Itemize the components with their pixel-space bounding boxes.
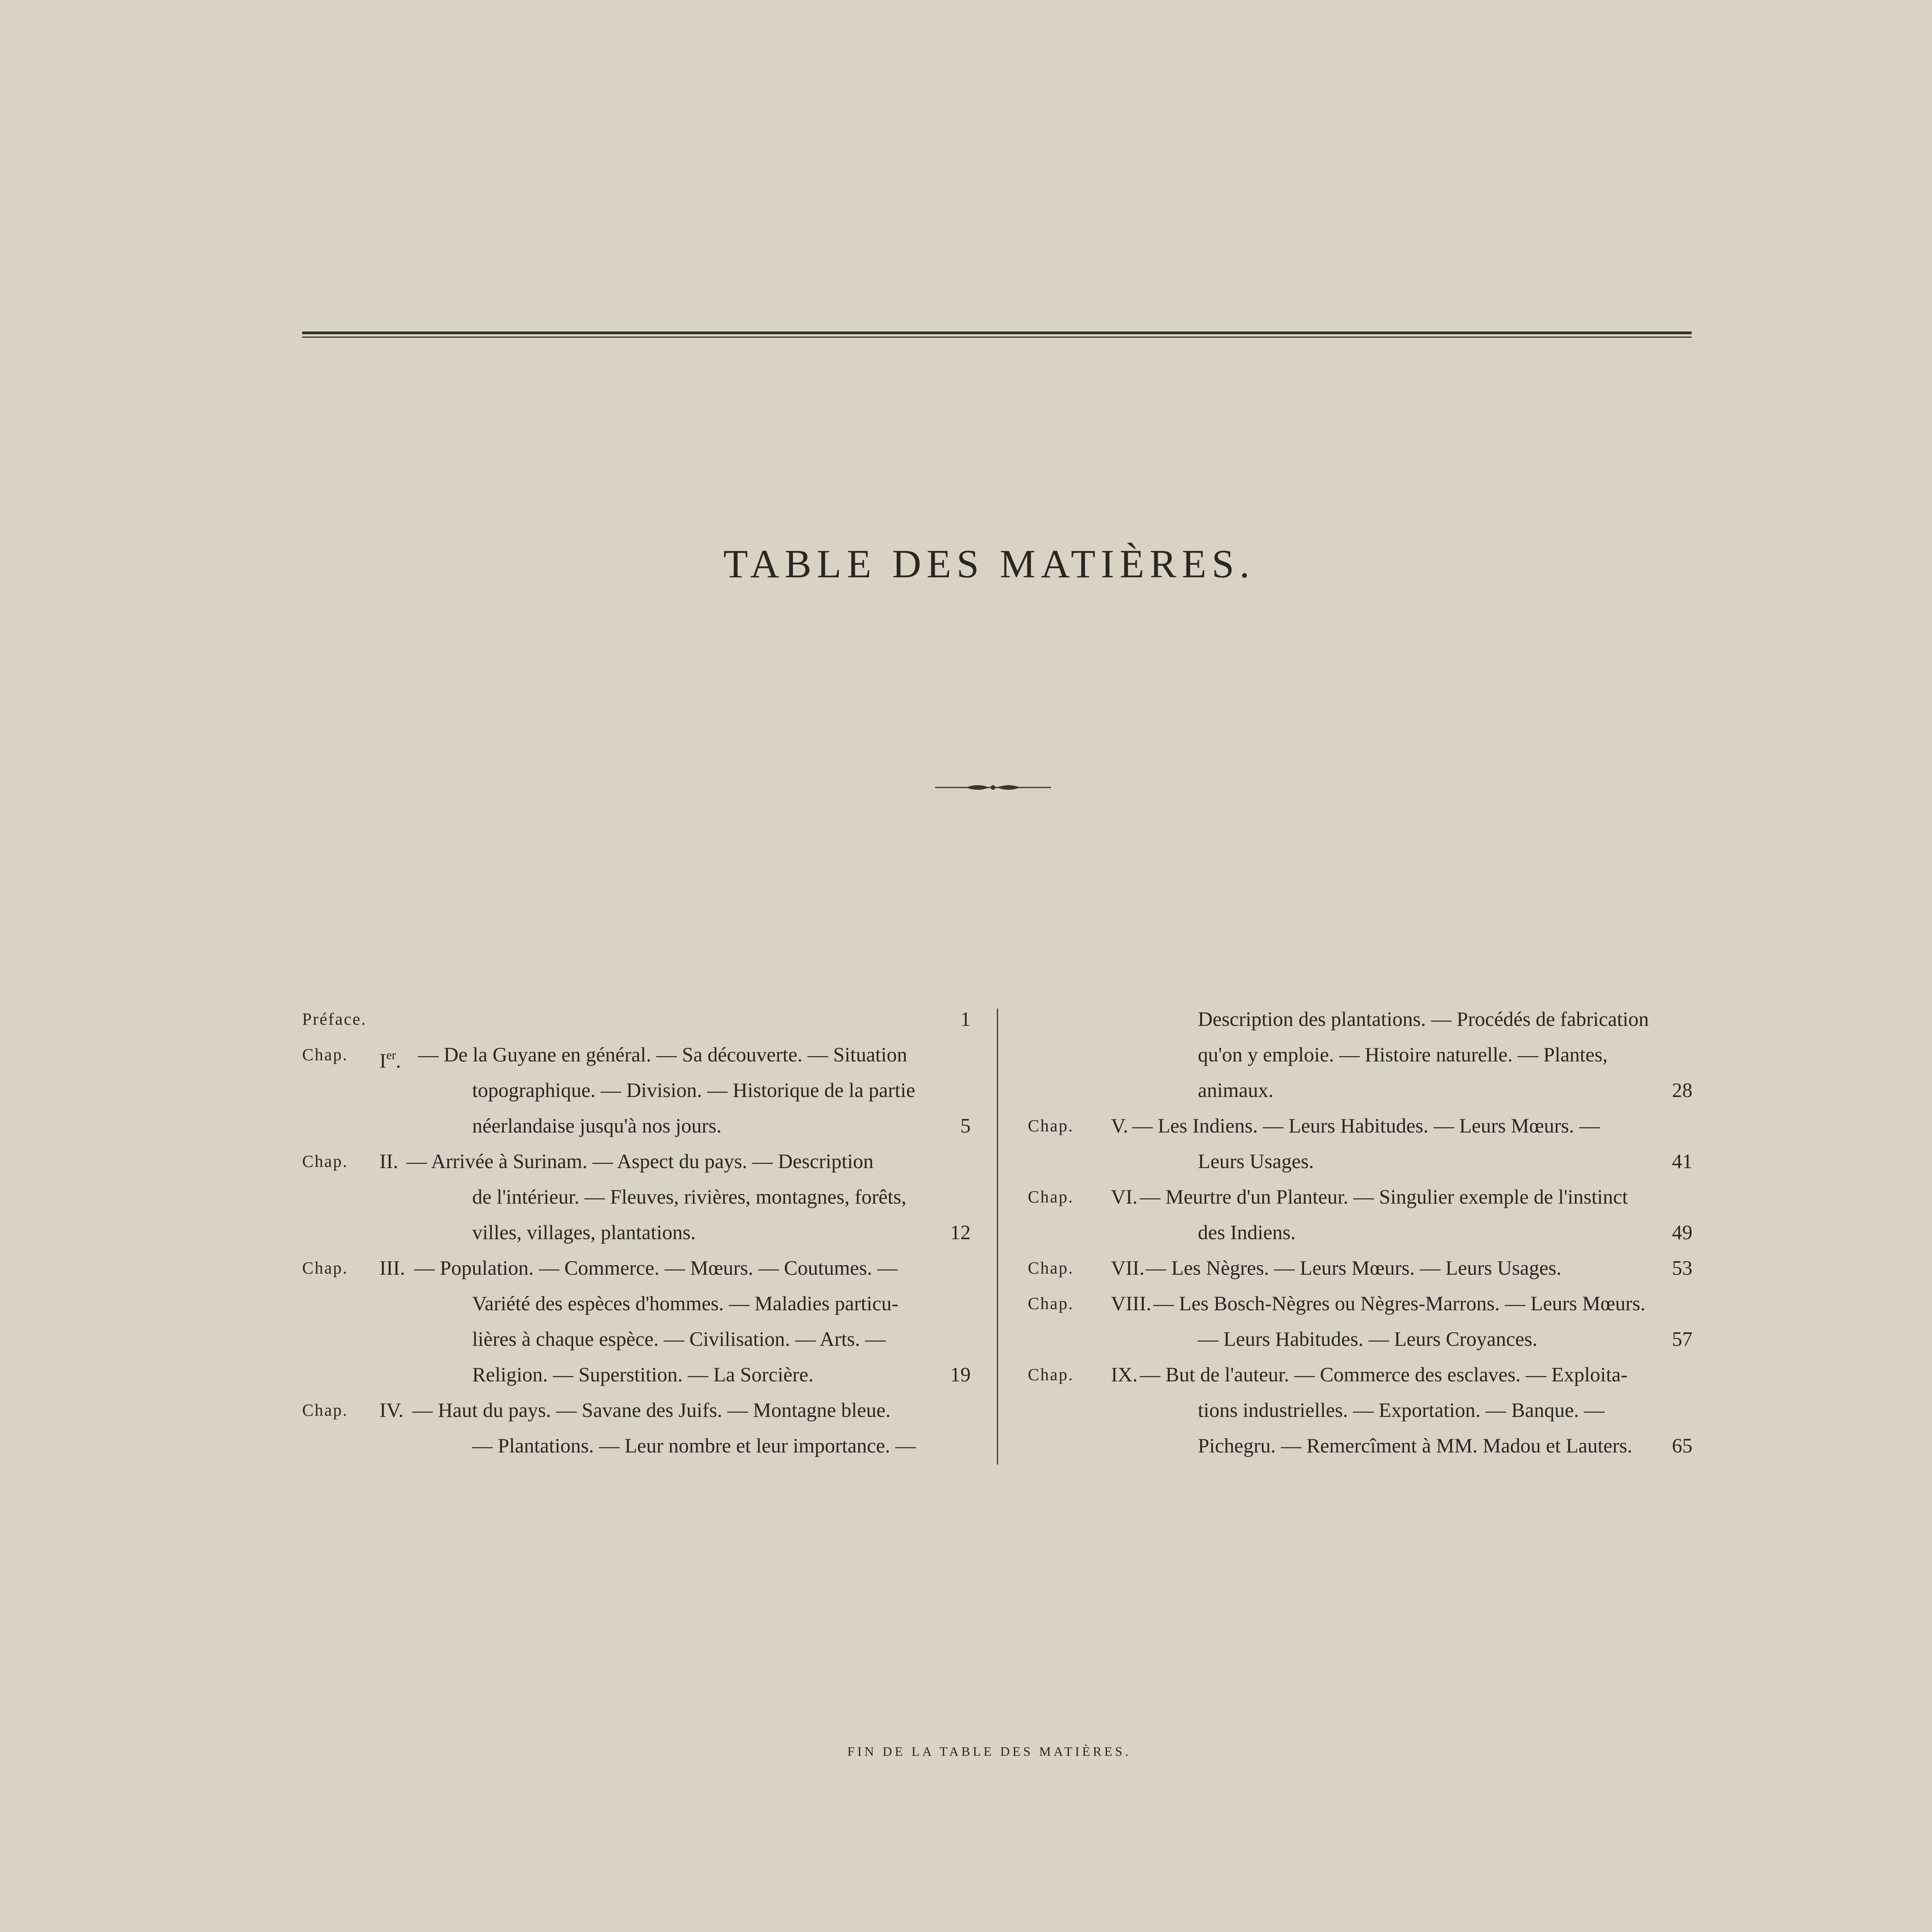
chapter-summary: villes, villages, plantations. bbox=[472, 1221, 696, 1244]
toc-line bbox=[1028, 1357, 1692, 1393]
chapter-summary: lières à chaque espèce. — Civilisation. — Arts. — bbox=[472, 1328, 886, 1350]
toc-line bbox=[1028, 1250, 1692, 1286]
chapter-label: Chap. bbox=[302, 1401, 348, 1420]
chapter-label: Chap. bbox=[302, 1259, 348, 1277]
toc-line bbox=[302, 1321, 971, 1357]
toc-line bbox=[302, 1428, 971, 1464]
chapter-number: V. bbox=[1111, 1115, 1128, 1137]
toc-left-column bbox=[302, 1002, 971, 1464]
toc-right-column bbox=[1028, 1002, 1692, 1464]
page-ref: 65 bbox=[1672, 1435, 1692, 1457]
toc-line bbox=[1028, 1286, 1692, 1321]
page-title: TABLE DES MATIÈRES. bbox=[723, 542, 1255, 586]
chapter-summary: des Indiens. bbox=[1198, 1221, 1296, 1244]
chapter-number: IV. bbox=[379, 1399, 404, 1422]
chapter-number: VII. bbox=[1111, 1257, 1145, 1279]
toc-line bbox=[302, 1037, 971, 1073]
chapter-label: Préface. bbox=[302, 1010, 367, 1029]
chapter-summary: — But de l'auteur. — Commerce des esclaves. — Exploita- bbox=[1140, 1364, 1628, 1386]
chapter-label: Chap. bbox=[302, 1152, 348, 1171]
chapter-summary: de l'intérieur. — Fleuves, rivières, montagnes, forêts, bbox=[472, 1186, 906, 1208]
toc-line bbox=[1028, 1215, 1692, 1250]
toc-line bbox=[1028, 1393, 1692, 1428]
chapter-summary: — Population. — Commerce. — Mœurs. — Coutumes. — bbox=[414, 1257, 898, 1279]
page-ref: 41 bbox=[1672, 1150, 1692, 1173]
chapter-summary: topographique. — Division. — Historique de la partie bbox=[472, 1079, 915, 1102]
toc-line bbox=[1028, 1073, 1692, 1108]
toc-line bbox=[1028, 1002, 1692, 1037]
chapter-summary: animaux. bbox=[1198, 1079, 1274, 1102]
chapter-summary: — Meurtre d'un Planteur. — Singulier exemple de l'instinct bbox=[1140, 1186, 1628, 1208]
ornament-divider-icon bbox=[935, 781, 1051, 794]
chapter-summary: Variété des espèces d'hommes. — Maladies particu- bbox=[472, 1293, 899, 1315]
chapter-label: Chap. bbox=[1028, 1294, 1074, 1313]
chapter-number: II. bbox=[379, 1150, 398, 1173]
toc-line bbox=[1028, 1144, 1692, 1179]
chapter-label: Chap. bbox=[1028, 1116, 1074, 1135]
chapter-summary: Leurs Usages. bbox=[1198, 1150, 1314, 1173]
chapter-summary: Religion. — Superstition. — La Sorcière. bbox=[472, 1364, 814, 1386]
toc-line bbox=[302, 1002, 971, 1037]
chapter-summary: Description des plantations. — Procédés de fabrication bbox=[1198, 1008, 1649, 1031]
chapter-number: IX. bbox=[1111, 1364, 1138, 1386]
page-ref: 5 bbox=[960, 1115, 971, 1137]
toc-line bbox=[302, 1286, 971, 1321]
toc-line bbox=[1028, 1179, 1692, 1215]
page-ref: 19 bbox=[950, 1364, 971, 1386]
toc-line bbox=[302, 1250, 971, 1286]
chapter-summary: — Les Nègres. — Leurs Mœurs. — Leurs Usages. bbox=[1146, 1257, 1561, 1279]
toc-line bbox=[302, 1108, 971, 1144]
toc-line bbox=[302, 1073, 971, 1108]
toc-line bbox=[302, 1179, 971, 1215]
toc-line bbox=[302, 1393, 971, 1428]
chapter-summary: tions industrielles. — Exportation. — Banque. — bbox=[1198, 1399, 1605, 1422]
toc-line bbox=[302, 1215, 971, 1250]
toc-line bbox=[1028, 1037, 1692, 1073]
toc-line bbox=[1028, 1321, 1692, 1357]
toc-line bbox=[1028, 1108, 1692, 1144]
chapter-summary: — Les Bosch-Nègres ou Nègres-Marrons. — Leurs Mœurs. bbox=[1153, 1293, 1646, 1315]
page-ref: 57 bbox=[1672, 1328, 1692, 1350]
top-double-rule bbox=[302, 332, 1692, 338]
chapter-summary: — Les Indiens. — Leurs Habitudes. — Leurs Mœurs. — bbox=[1132, 1115, 1600, 1137]
page-ref: 49 bbox=[1672, 1221, 1692, 1244]
chapter-label: Chap. bbox=[1028, 1259, 1074, 1277]
chapter-summary: — Leurs Habitudes. — Leurs Croyances. bbox=[1198, 1328, 1537, 1350]
page-ref: 28 bbox=[1672, 1079, 1692, 1102]
chapter-label: Chap. bbox=[302, 1045, 348, 1064]
chapter-summary: — Arrivée à Surinam. — Aspect du pays. — Description bbox=[406, 1150, 874, 1173]
chapter-summary: — De la Guyane en général. — Sa découverte. — Situation bbox=[418, 1044, 907, 1066]
page-ref: 12 bbox=[950, 1221, 971, 1244]
toc-line bbox=[1028, 1428, 1692, 1464]
toc-line bbox=[302, 1144, 971, 1179]
chapter-label: Chap. bbox=[1028, 1365, 1074, 1384]
toc-line bbox=[302, 1357, 971, 1393]
chapter-summary: — Haut du pays. — Savane des Juifs. — Montagne bleue. bbox=[412, 1399, 891, 1422]
chapter-summary: Pichegru. — Remercîment à MM. Madou et Lauters. bbox=[1198, 1435, 1633, 1457]
chapter-summary: qu'on y emploie. — Histoire naturelle. — Plantes, bbox=[1198, 1044, 1608, 1066]
chapter-summary: néerlandaise jusqu'à nos jours. bbox=[472, 1115, 722, 1137]
end-of-table-note: FIN DE LA TABLE DES MATIÈRES. bbox=[847, 1745, 1131, 1759]
chapter-number: VI. bbox=[1111, 1186, 1138, 1208]
chapter-summary: — Plantations. — Leur nombre et leur importance. — bbox=[472, 1435, 916, 1457]
chapter-number: III. bbox=[379, 1257, 405, 1279]
page-ref: 1 bbox=[960, 1008, 971, 1031]
chapter-label: Chap. bbox=[1028, 1187, 1074, 1206]
column-divider bbox=[997, 1009, 998, 1464]
chapter-number: VIII. bbox=[1111, 1293, 1151, 1315]
chapter-number: Ier. bbox=[379, 1048, 401, 1072]
page-ref: 53 bbox=[1672, 1257, 1692, 1279]
